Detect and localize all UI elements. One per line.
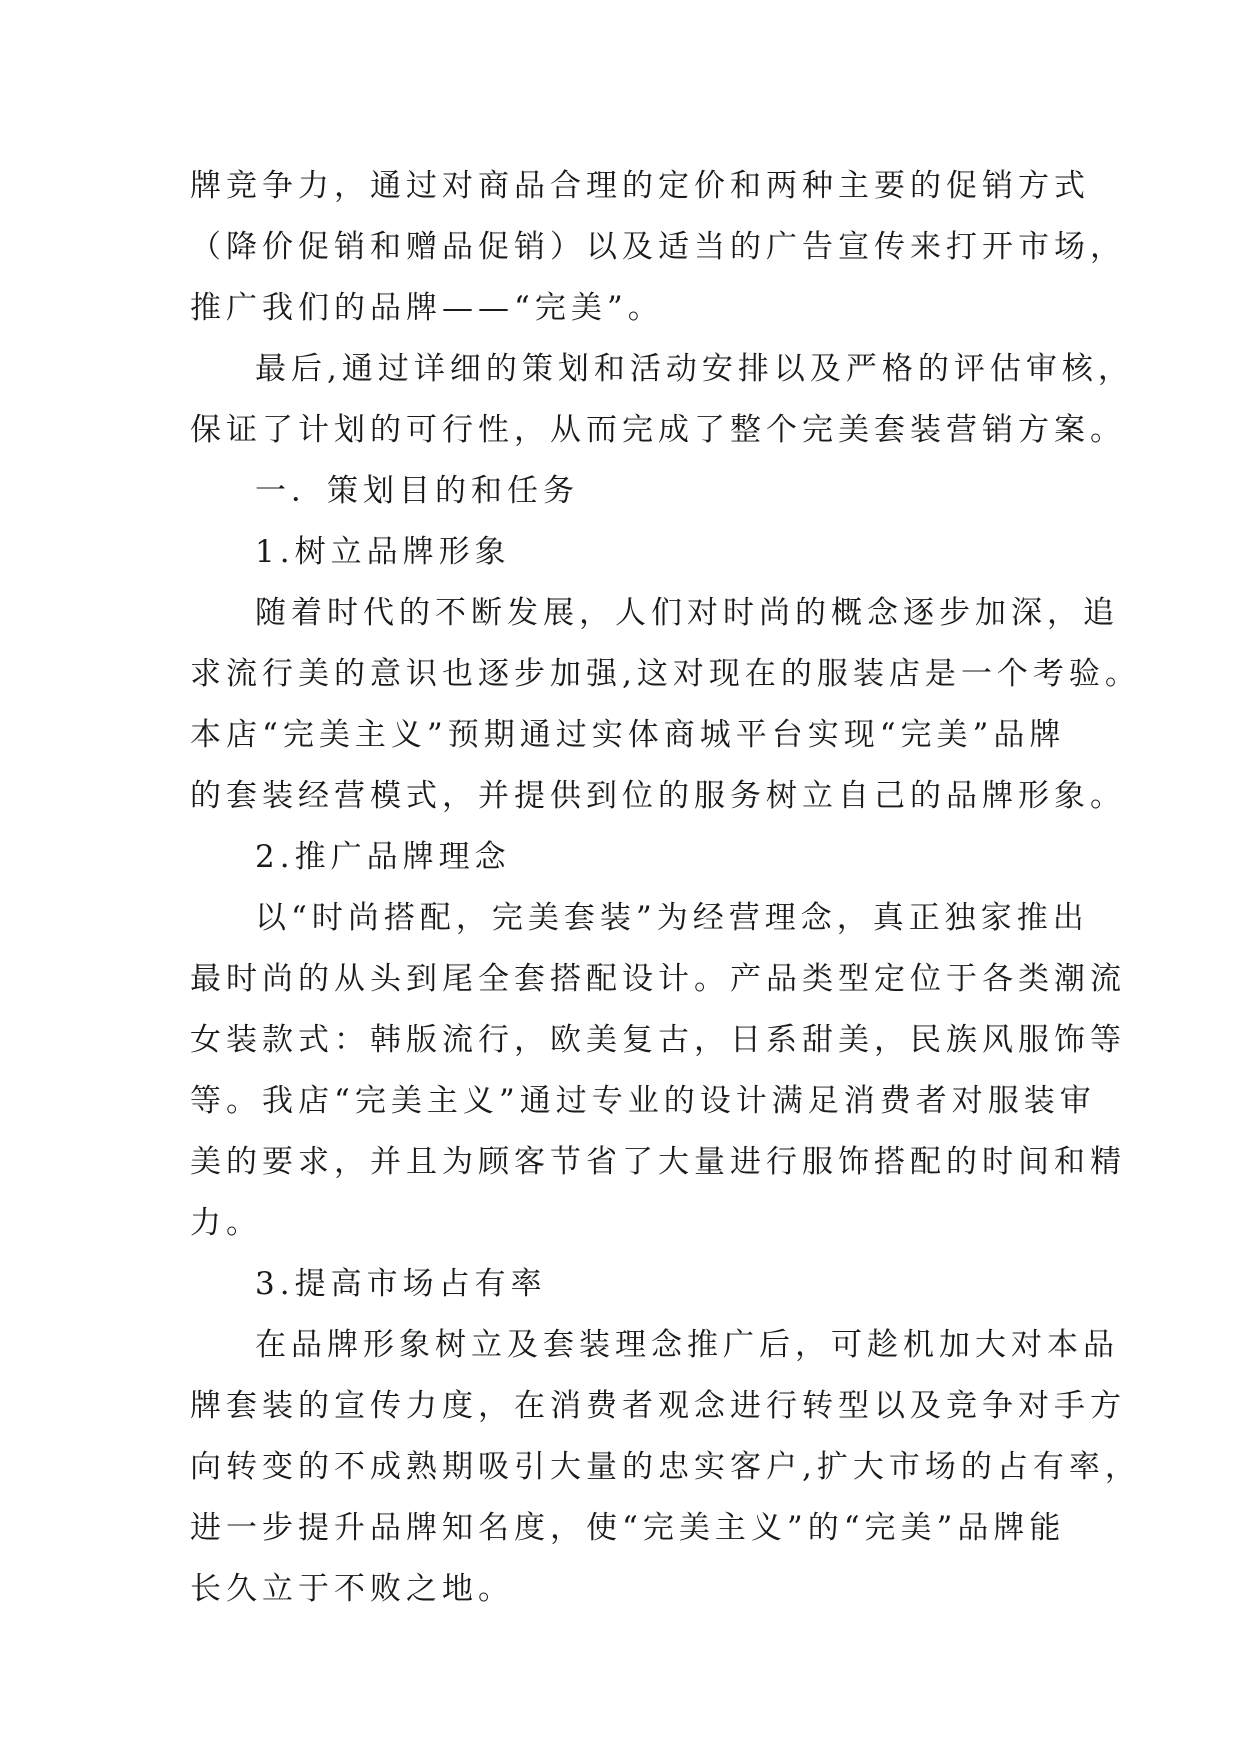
subsection-heading: 1.树立品牌形象 <box>255 534 511 570</box>
paragraph-first-line: 在品牌形象树立及套装理念推广后，可趁机加大对本品 <box>255 1327 1119 1363</box>
text-line: 本店“完美主义”预期通过实体商城平台实现“完美”品牌 <box>190 717 1066 753</box>
text-line: 长久立于不败之地。 <box>190 1571 514 1607</box>
paragraph-first-line: 随着时代的不断发展，人们对时尚的概念逐步加深，追 <box>255 595 1119 631</box>
text-line: 牌套装的宣传力度，在消费者观念进行转型以及竞争对手方 <box>190 1388 1126 1424</box>
text-line: 牌竞争力，通过对商品合理的定价和两种主要的促销方式 <box>190 168 1090 204</box>
text-line: 进一步提升品牌知名度，使“完美主义”的“完美”品牌能 <box>190 1510 1066 1546</box>
paragraph-first-line: 最后,通过详细的策划和活动安排以及严格的评估审核， <box>255 351 1134 387</box>
subsection-heading: 2.推广品牌理念 <box>255 839 511 875</box>
text-line: 保证了计划的可行性，从而完成了整个完美套装营销方案。 <box>190 412 1126 448</box>
text-line: 力。 <box>190 1205 262 1241</box>
paragraph-first-line: 以“时尚搭配，完美套装”为经营理念，真正独家推出 <box>255 900 1089 936</box>
text-line: 等。我店“完美主义”通过专业的设计满足消费者对服装审 <box>190 1083 1096 1119</box>
text-line: 女装款式：韩版流行，欧美复古，日系甜美，民族风服饰等 <box>190 1022 1126 1058</box>
text-line: 美的要求，并且为顾客节省了大量进行服饰搭配的时间和精 <box>190 1144 1126 1180</box>
text-line: 的套装经营模式，并提供到位的服务树立自己的品牌形象。 <box>190 778 1126 814</box>
text-line: 推广我们的品牌——“完美”。 <box>190 290 664 326</box>
text-line: 向转变的不成熟期吸引大量的忠实客户,扩大市场的占有率， <box>190 1449 1141 1485</box>
subsection-heading: 3.提高市场占有率 <box>255 1266 547 1302</box>
text-line: 最时尚的从头到尾全套搭配设计。产品类型定位于各类潮流 <box>190 961 1126 997</box>
document-body <box>190 156 1141 1620</box>
section-heading: 一．策划目的和任务 <box>255 473 579 509</box>
text-line: 求流行美的意识也逐步加强,这对现在的服装店是一个考验。 <box>190 656 1141 692</box>
text-line: （降价促销和赠品促销）以及适当的广告宣传来打开市场， <box>190 229 1126 265</box>
